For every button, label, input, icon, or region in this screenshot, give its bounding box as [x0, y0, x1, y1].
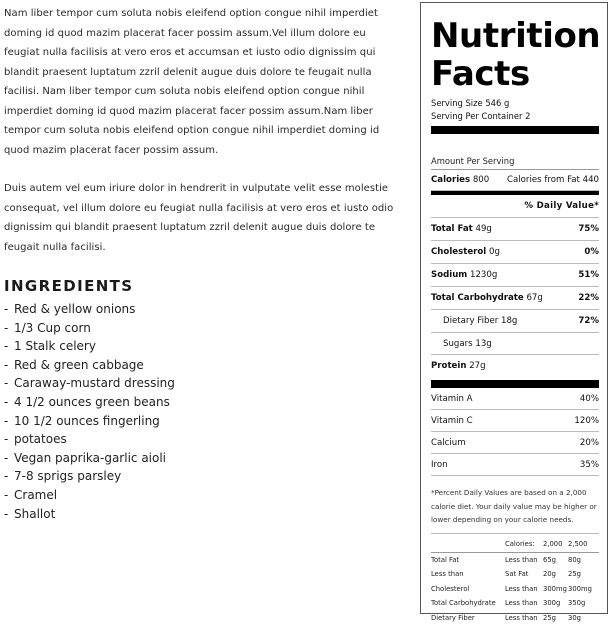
nutrient-percent: 51% — [578, 270, 599, 280]
article-paragraph: Nam liber tempor cum soluta nobis eleifend option congue nihil imperdiet doming id quod mazim placerat facer possim assum.Vel illum dolore eu feugiat nulla facilisis at vero eros et accumsan et iusto odio dignissim qui blandit praesent luptatum zzril delenit augue duis dolore te feugait nulla facilisi. Nam liber tempor cum soluta nobis eleifend option congue nihil imperdiet doming id quod mazim placerat facer possim assum.Nam liber tempor cum soluta nobis eleifend option congue nihil imperdiet doming id quod mazim placerat facer possim assum. — [4, 4, 402, 160]
list-bullet: - — [4, 467, 14, 486]
nutrient-label: Protein — [431, 361, 466, 371]
ingredient-item — [4, 393, 402, 412]
ingredient-item — [4, 449, 402, 468]
table-cell: Sat Fat — [505, 567, 543, 582]
nutrient-label: Sugars — [443, 339, 473, 349]
vitamin-label: Calcium — [431, 438, 466, 448]
ingredient-text: Caraway-mustard dressing — [14, 374, 175, 393]
list-bullet: - — [4, 300, 14, 319]
table-row — [431, 567, 599, 582]
table-cell: Less than — [505, 596, 543, 611]
nutrient-amount: 49g — [475, 224, 491, 234]
table-cell: Less than — [505, 582, 543, 597]
serving-size: Serving Size 546 g — [431, 97, 599, 110]
article-paragraph: Duis autem vel eum iriure dolor in hendrerit in vulputate velit esse molestie consequat, vel illum dolore eu feugiat nulla facilisis at vero eros et iusto odio dignissim qui blandit praesent luptatum zzril delenit augue duis dolore te feugait nulla facilisi. — [4, 179, 402, 257]
nutrient-amount: 67g — [526, 293, 542, 303]
list-bullet: - — [4, 430, 14, 449]
table-cell: Calories: — [505, 537, 543, 553]
ingredient-text: Vegan paprika-garlic aioli — [14, 449, 166, 468]
ingredient-text: 4 1/2 ounces green beans — [14, 393, 170, 412]
table-cell: 2,500 — [568, 537, 599, 553]
vitamin-row — [431, 454, 599, 476]
table-cell — [431, 537, 505, 553]
nutrient-label: Cholesterol — [431, 247, 486, 257]
nutrient-row — [431, 218, 599, 241]
table-cell: 300g — [543, 596, 568, 611]
nutrient-row — [431, 310, 599, 333]
vitamin-percent: 20% — [580, 438, 599, 448]
vitamin-label: Vitamin C — [431, 416, 473, 426]
vitamin-label: Vitamin A — [431, 394, 473, 404]
ingredient-text: 1 Stalk celery — [14, 337, 96, 356]
ingredient-text: Shallot — [14, 505, 55, 524]
ingredient-item — [4, 430, 402, 449]
table-cell: 30g — [568, 611, 599, 625]
table-row — [431, 582, 599, 597]
nutrient-amount: 13g — [475, 339, 491, 349]
table-header-row — [431, 537, 599, 553]
ingredients-heading: INGREDIENTS — [4, 277, 402, 295]
vitamin-percent: 120% — [574, 416, 599, 426]
ingredient-item — [4, 356, 402, 375]
nutrient-percent: 0% — [584, 247, 599, 257]
table-cell: Total Carbohydrate — [431, 596, 505, 611]
list-bullet: - — [4, 449, 14, 468]
servings-per-container: Serving Per Container 2 — [431, 110, 599, 123]
vitamin-row — [431, 432, 599, 454]
vitamin-percent: 40% — [580, 394, 599, 404]
ingredient-item — [4, 337, 402, 356]
daily-values-table — [431, 537, 599, 625]
table-cell: Total Fat — [431, 552, 505, 567]
table-row — [431, 611, 599, 625]
nutrient-label: Total Fat — [431, 224, 473, 234]
calories-row — [431, 170, 599, 191]
table-cell: 80g — [568, 552, 599, 567]
table-cell: 20g — [543, 567, 568, 582]
calories-value: 800 — [473, 175, 489, 185]
list-bullet: - — [4, 505, 14, 524]
list-bullet: - — [4, 337, 14, 356]
table-cell: 300mg — [543, 582, 568, 597]
table-row — [431, 552, 599, 567]
amount-per-serving: Amount Per Serving — [431, 148, 599, 170]
nutrient-row — [431, 241, 599, 264]
nutrient-label: Total Carbohydrate — [431, 293, 524, 303]
calories-label: Calories — [431, 175, 470, 185]
title-line: Nutrition — [431, 17, 599, 55]
list-bullet: - — [4, 319, 14, 338]
vitamin-label: Iron — [431, 460, 448, 470]
table-cell: 25g — [568, 567, 599, 582]
nutrient-row — [431, 333, 599, 355]
table-cell: 350g — [568, 596, 599, 611]
ingredient-text: 1/3 Cup corn — [14, 319, 91, 338]
ingredient-item — [4, 374, 402, 393]
ingredient-text: 10 1/2 ounces fingerling — [14, 412, 160, 431]
table-cell: 2,000 — [543, 537, 568, 553]
nutrient-amount: 0g — [489, 247, 500, 257]
nutrient-row — [431, 355, 599, 377]
ingredient-text: Cramel — [14, 486, 57, 505]
table-cell: 65g — [543, 552, 568, 567]
nutrient-amount: 1230g — [470, 270, 497, 280]
list-bullet: - — [4, 356, 14, 375]
nutrient-label: Sodium — [431, 270, 467, 280]
nutrient-amount: 27g — [469, 361, 485, 371]
table-cell: Less than — [505, 552, 543, 567]
ingredient-item — [4, 505, 402, 524]
vitamin-row — [431, 410, 599, 432]
nutrient-percent: 72% — [578, 316, 599, 326]
nutrient-row — [431, 287, 599, 310]
divider-thick — [431, 380, 599, 388]
ingredient-item — [4, 412, 402, 431]
daily-value-footnote: *Percent Daily Values are based on a 2,000 calorie diet. Your daily value may be higher or lower depending on your calorie needs. — [431, 486, 599, 534]
calories-from-fat: Calories from Fat 440 — [507, 175, 599, 185]
title-line: Facts — [431, 55, 599, 93]
list-bullet: - — [4, 486, 14, 505]
ingredients-list — [4, 300, 402, 523]
table-row — [431, 596, 599, 611]
table-cell: Dietary Fiber — [431, 611, 505, 625]
table-cell: Less than — [431, 567, 505, 582]
list-bullet: - — [4, 412, 14, 431]
ingredient-item — [4, 486, 402, 505]
ingredient-text: potatoes — [14, 430, 67, 449]
ingredient-text: Red & green cabbage — [14, 356, 144, 375]
daily-value-header: % Daily Value* — [431, 195, 599, 218]
nutrient-percent: 22% — [578, 293, 599, 303]
table-cell: Cholesterol — [431, 582, 505, 597]
nutrition-facts-title — [431, 17, 599, 93]
nutrient-amount: 18g — [501, 316, 517, 326]
nutrient-percent: 75% — [578, 224, 599, 234]
nutrition-facts-panel — [420, 2, 608, 614]
nutrient-label: Dietary Fiber — [443, 316, 498, 326]
nutrient-row — [431, 264, 599, 287]
vitamin-percent: 35% — [580, 460, 599, 470]
ingredient-item — [4, 467, 402, 486]
table-cell: 300mg — [568, 582, 599, 597]
list-bullet: - — [4, 393, 14, 412]
table-cell: Less than — [505, 611, 543, 625]
ingredient-item — [4, 300, 402, 319]
article-column — [4, 4, 402, 523]
divider-thick — [431, 126, 599, 134]
ingredient-text: Red & yellow onions — [14, 300, 135, 319]
table-cell: 25g — [543, 611, 568, 625]
ingredient-text: 7-8 sprigs parsley — [14, 467, 121, 486]
ingredient-item — [4, 319, 402, 338]
vitamin-row — [431, 388, 599, 410]
list-bullet: - — [4, 374, 14, 393]
